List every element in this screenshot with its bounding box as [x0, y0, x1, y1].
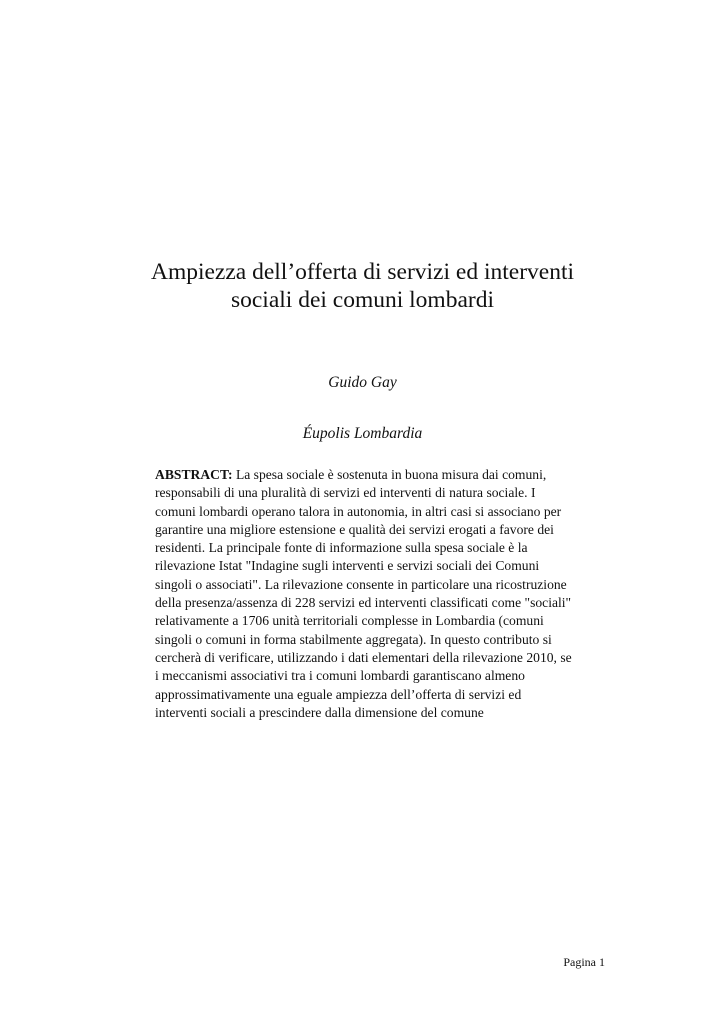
abstract-line: singoli o associati". La rilevazione consente in particolare una ricostruzione — [155, 576, 567, 592]
page-number: Pagina 1 — [563, 955, 605, 969]
paper-title — [0, 258, 725, 314]
abstract-line: residenti. La principale fonte di informazione sulla spesa sociale è la — [155, 540, 528, 556]
abstract-line: approssimativamente una eguale ampiezza dell’offerta di servizi ed — [155, 686, 522, 702]
author-affiliation: Éupolis Lombardia — [302, 425, 423, 442]
author-name: Guido Gay — [328, 374, 397, 391]
abstract-line-text: La spesa sociale è sostenuta in buona misura dai comuni, — [232, 467, 547, 482]
abstract-line — [155, 466, 595, 484]
abstract-label: ABSTRACT: — [155, 467, 233, 482]
abstract-line: singoli o comuni in forma stabilmente aggregata). In questo contributo si — [155, 631, 552, 647]
title-line-1: Ampiezza dell’offerta di servizi ed interventi — [150, 259, 575, 285]
abstract-line: cercherà di verificare, utilizzando i dati elementari della rilevazione 2010, se — [155, 649, 572, 665]
abstract-line: relativamente a 1706 unità territoriali complesse in Lombardia (comuni — [155, 613, 544, 629]
abstract-line: interventi sociali a prescindere dalla dimensione del comune — [155, 704, 484, 720]
abstract-line: i meccanismi associativi tra i comuni lombardi garantiscano almeno — [155, 668, 525, 684]
abstract-line: garantire una migliore estensione e qualità dei servizi erogati a favore dei — [155, 521, 554, 537]
title-line-2: sociali dei comuni lombardi — [230, 287, 494, 313]
abstract-line: rilevazione Istat "Indagine sugli interventi e servizi sociali dei Comuni — [155, 558, 540, 574]
abstract-line: della presenza/assenza di 228 servizi ed interventi classificati come "sociali" — [155, 595, 572, 611]
abstract-line: comuni lombardi operano talora in autonomia, in altri casi si associano per — [155, 503, 562, 519]
abstract-line: responsabili di una pluralità di servizi ed interventi di natura sociale. I — [155, 485, 536, 501]
abstract — [155, 466, 595, 722]
